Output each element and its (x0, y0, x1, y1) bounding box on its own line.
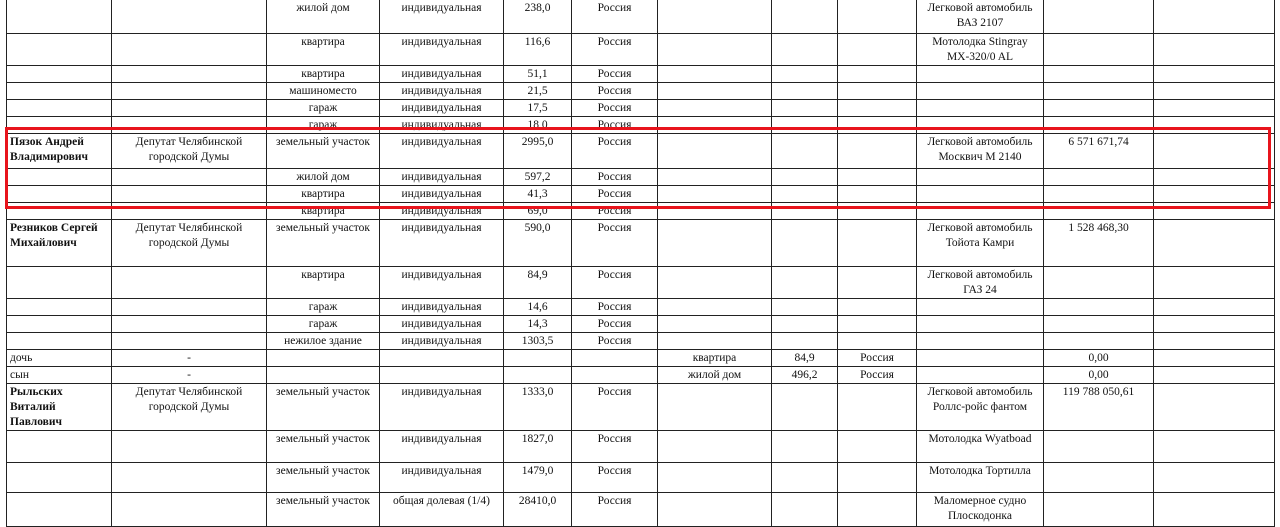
cell-use-area (772, 333, 838, 350)
cell-area: 17,5 (504, 100, 572, 117)
cell-use-property-type (658, 134, 772, 169)
table-row (7, 267, 1275, 299)
cell-position (112, 493, 267, 527)
cell-use-area (772, 169, 838, 186)
cell-vehicles: Мотолодка Stingray MX-320/0 AL (917, 34, 1044, 66)
cell-person-name (7, 203, 112, 220)
cell-property-type: квартира (267, 34, 380, 66)
cell-property-type: жилой дом (267, 0, 380, 34)
cell-ownership-type: индивидуальная (380, 384, 504, 431)
cell-position (112, 333, 267, 350)
cell-use-country (838, 34, 917, 66)
cell-property-type (267, 367, 380, 384)
cell-sources (1154, 316, 1275, 333)
cell-property-type: машиноместо (267, 83, 380, 100)
cell-country: Россия (572, 186, 658, 203)
cell-use-area (772, 83, 838, 100)
cell-person-name (7, 493, 112, 527)
cell-area: 1827,0 (504, 431, 572, 463)
cell-property-type: квартира (267, 267, 380, 299)
cell-use-country (838, 299, 917, 316)
cell-position (112, 267, 267, 299)
cell-income (1044, 431, 1154, 463)
cell-property-type: земельный участок (267, 220, 380, 267)
cell-use-property-type (658, 220, 772, 267)
cell-property-type: земельный участок (267, 431, 380, 463)
cell-position (112, 83, 267, 100)
cell-use-area (772, 34, 838, 66)
cell-sources (1154, 34, 1275, 66)
cell-sources (1154, 66, 1275, 83)
cell-income (1044, 66, 1154, 83)
cell-vehicles (917, 333, 1044, 350)
cell-vehicles: Мотолодка Wyatboad (917, 431, 1044, 463)
cell-use-area (772, 186, 838, 203)
cell-ownership-type: индивидуальная (380, 117, 504, 134)
cell-vehicles: Легковой автомобиль Роллс-ройс фантом (917, 384, 1044, 431)
cell-person-name (7, 463, 112, 493)
cell-person-name (7, 186, 112, 203)
cell-ownership-type: индивидуальная (380, 299, 504, 316)
cell-income (1044, 186, 1154, 203)
cell-area (504, 350, 572, 367)
cell-income (1044, 117, 1154, 134)
table-row (7, 83, 1275, 100)
cell-country: Россия (572, 203, 658, 220)
cell-country: Россия (572, 100, 658, 117)
table-row (7, 100, 1275, 117)
cell-area: 2995,0 (504, 134, 572, 169)
cell-area: 14,6 (504, 299, 572, 316)
cell-vehicles (917, 203, 1044, 220)
cell-position (112, 0, 267, 34)
table-row (7, 66, 1275, 83)
cell-vehicles (917, 367, 1044, 384)
cell-use-country (838, 66, 917, 83)
cell-position: Депутат Челябинской городской Думы (112, 220, 267, 267)
cell-country: Россия (572, 169, 658, 186)
cell-country: Россия (572, 493, 658, 527)
cell-person-name: Резников Сергей Михайлович (7, 220, 112, 267)
cell-vehicles (917, 83, 1044, 100)
cell-ownership-type: индивидуальная (380, 316, 504, 333)
cell-vehicles (917, 66, 1044, 83)
cell-person-name (7, 100, 112, 117)
table-row (7, 0, 1275, 34)
cell-sources (1154, 350, 1275, 367)
cell-use-country (838, 100, 917, 117)
cell-ownership-type: индивидуальная (380, 34, 504, 66)
cell-use-area (772, 267, 838, 299)
cell-sources (1154, 463, 1275, 493)
cell-property-type: земельный участок (267, 134, 380, 169)
cell-vehicles: Легковой автомобиль ГАЗ 24 (917, 267, 1044, 299)
cell-income: 119 788 050,61 (1044, 384, 1154, 431)
cell-vehicles: Маломерное судно Плоскодонка (917, 493, 1044, 527)
cell-use-country (838, 493, 917, 527)
cell-ownership-type (380, 367, 504, 384)
cell-position (112, 100, 267, 117)
cell-use-property-type (658, 66, 772, 83)
cell-sources (1154, 169, 1275, 186)
cell-area: 28410,0 (504, 493, 572, 527)
cell-ownership-type: индивидуальная (380, 267, 504, 299)
cell-use-property-type (658, 463, 772, 493)
table-row (7, 134, 1275, 169)
cell-use-area: 496,2 (772, 367, 838, 384)
cell-position (112, 117, 267, 134)
cell-sources (1154, 186, 1275, 203)
cell-country: Россия (572, 316, 658, 333)
table-row (7, 431, 1275, 463)
cell-use-property-type (658, 384, 772, 431)
cell-property-type: земельный участок (267, 463, 380, 493)
cell-use-property-type (658, 34, 772, 66)
table-row (7, 299, 1275, 316)
cell-country: Россия (572, 0, 658, 34)
cell-ownership-type: индивидуальная (380, 333, 504, 350)
cell-use-country (838, 134, 917, 169)
cell-sources (1154, 203, 1275, 220)
cell-income (1044, 203, 1154, 220)
cell-use-property-type (658, 299, 772, 316)
cell-ownership-type: индивидуальная (380, 83, 504, 100)
cell-ownership-type: индивидуальная (380, 463, 504, 493)
cell-area: 69,0 (504, 203, 572, 220)
cell-use-area (772, 134, 838, 169)
cell-use-property-type (658, 431, 772, 463)
cell-country: Россия (572, 384, 658, 431)
cell-income (1044, 267, 1154, 299)
cell-use-property-type (658, 117, 772, 134)
cell-person-name: Пязок Андрей Владимирович (7, 134, 112, 169)
cell-income (1044, 0, 1154, 34)
cell-income (1044, 493, 1154, 527)
declaration-table (6, 0, 1275, 527)
cell-income (1044, 333, 1154, 350)
cell-person-name (7, 117, 112, 134)
cell-use-property-type (658, 100, 772, 117)
cell-sources (1154, 431, 1275, 463)
cell-vehicles (917, 100, 1044, 117)
cell-use-country: Россия (838, 350, 917, 367)
declaration-table-body (7, 0, 1275, 527)
cell-use-country (838, 333, 917, 350)
cell-income (1044, 83, 1154, 100)
cell-use-area (772, 384, 838, 431)
cell-use-property-type (658, 316, 772, 333)
table-row (7, 203, 1275, 220)
cell-area: 84,9 (504, 267, 572, 299)
cell-area: 18,0 (504, 117, 572, 134)
cell-area: 21,5 (504, 83, 572, 100)
cell-person-name (7, 333, 112, 350)
cell-ownership-type: индивидуальная (380, 220, 504, 267)
cell-use-property-type (658, 493, 772, 527)
table-row (7, 117, 1275, 134)
table-row (7, 463, 1275, 493)
cell-country: Россия (572, 333, 658, 350)
cell-income (1044, 34, 1154, 66)
cell-vehicles (917, 350, 1044, 367)
cell-country: Россия (572, 220, 658, 267)
cell-use-country (838, 316, 917, 333)
cell-income (1044, 463, 1154, 493)
cell-property-type: гараж (267, 316, 380, 333)
cell-use-property-type (658, 203, 772, 220)
cell-vehicles (917, 186, 1044, 203)
cell-vehicles: Легковой автомобиль Москвич М 2140 (917, 134, 1044, 169)
cell-use-property-type (658, 0, 772, 34)
cell-income: 6 571 671,74 (1044, 134, 1154, 169)
cell-vehicles (917, 117, 1044, 134)
cell-country (572, 350, 658, 367)
cell-sources (1154, 493, 1275, 527)
cell-position (112, 316, 267, 333)
cell-property-type: квартира (267, 66, 380, 83)
cell-ownership-type: общая долевая (1/4) (380, 493, 504, 527)
cell-sources (1154, 333, 1275, 350)
cell-sources (1154, 267, 1275, 299)
cell-person-name (7, 83, 112, 100)
cell-property-type: гараж (267, 299, 380, 316)
cell-country: Россия (572, 134, 658, 169)
cell-person-name (7, 299, 112, 316)
cell-person-name: дочь (7, 350, 112, 367)
cell-use-area (772, 431, 838, 463)
cell-country: Россия (572, 431, 658, 463)
cell-use-country (838, 203, 917, 220)
cell-vehicles: Легковой автомобиль ВАЗ 2107 (917, 0, 1044, 34)
cell-vehicles: Легковой автомобиль Тойота Камри (917, 220, 1044, 267)
cell-property-type: земельный участок (267, 384, 380, 431)
cell-ownership-type: индивидуальная (380, 66, 504, 83)
cell-ownership-type: индивидуальная (380, 431, 504, 463)
cell-use-area (772, 463, 838, 493)
cell-area: 1333,0 (504, 384, 572, 431)
cell-person-name (7, 0, 112, 34)
cell-use-property-type (658, 169, 772, 186)
cell-income (1044, 100, 1154, 117)
cell-use-property-type (658, 333, 772, 350)
cell-vehicles (917, 169, 1044, 186)
table-row (7, 169, 1275, 186)
cell-use-area (772, 0, 838, 34)
cell-country: Россия (572, 299, 658, 316)
cell-ownership-type: индивидуальная (380, 186, 504, 203)
cell-position: Депутат Челябинской городской Думы (112, 134, 267, 169)
cell-position: - (112, 350, 267, 367)
cell-person-name: сын (7, 367, 112, 384)
cell-ownership-type: индивидуальная (380, 169, 504, 186)
cell-use-area (772, 100, 838, 117)
cell-position (112, 66, 267, 83)
cell-area: 1479,0 (504, 463, 572, 493)
cell-area: 1303,5 (504, 333, 572, 350)
cell-person-name (7, 66, 112, 83)
cell-area: 238,0 (504, 0, 572, 34)
cell-country: Россия (572, 117, 658, 134)
cell-income: 0,00 (1044, 350, 1154, 367)
cell-use-area: 84,9 (772, 350, 838, 367)
cell-sources (1154, 220, 1275, 267)
cell-position: - (112, 367, 267, 384)
cell-use-country (838, 431, 917, 463)
cell-use-property-type (658, 267, 772, 299)
cell-area: 51,1 (504, 66, 572, 83)
cell-sources (1154, 0, 1275, 34)
cell-use-property-type: квартира (658, 350, 772, 367)
cell-position: Депутат Челябинской городской Думы (112, 384, 267, 431)
cell-use-area (772, 299, 838, 316)
cell-sources (1154, 83, 1275, 100)
cell-property-type: гараж (267, 100, 380, 117)
cell-ownership-type: индивидуальная (380, 134, 504, 169)
cell-country (572, 367, 658, 384)
cell-position (112, 431, 267, 463)
cell-use-country (838, 384, 917, 431)
cell-use-area (772, 203, 838, 220)
cell-position (112, 463, 267, 493)
table-row (7, 367, 1275, 384)
cell-area (504, 367, 572, 384)
cell-property-type: гараж (267, 117, 380, 134)
table-row (7, 333, 1275, 350)
cell-ownership-type (380, 350, 504, 367)
cell-use-area (772, 117, 838, 134)
cell-property-type: нежилое здание (267, 333, 380, 350)
cell-use-country (838, 220, 917, 267)
cell-person-name (7, 431, 112, 463)
cell-area: 590,0 (504, 220, 572, 267)
cell-income: 1 528 468,30 (1044, 220, 1154, 267)
cell-area: 41,3 (504, 186, 572, 203)
cell-use-country (838, 0, 917, 34)
cell-country: Россия (572, 34, 658, 66)
cell-ownership-type: индивидуальная (380, 0, 504, 34)
cell-area: 597,2 (504, 169, 572, 186)
cell-person-name (7, 169, 112, 186)
cell-country: Россия (572, 66, 658, 83)
cell-property-type: жилой дом (267, 169, 380, 186)
cell-sources (1154, 367, 1275, 384)
cell-use-area (772, 493, 838, 527)
cell-use-country (838, 463, 917, 493)
cell-country: Россия (572, 463, 658, 493)
cell-person-name (7, 267, 112, 299)
cell-income (1044, 169, 1154, 186)
cell-country: Россия (572, 267, 658, 299)
cell-position (112, 299, 267, 316)
table-row (7, 316, 1275, 333)
table-row (7, 350, 1275, 367)
cell-property-type (267, 350, 380, 367)
cell-person-name (7, 316, 112, 333)
cell-position (112, 203, 267, 220)
cell-income (1044, 316, 1154, 333)
cell-income: 0,00 (1044, 367, 1154, 384)
cell-income (1044, 299, 1154, 316)
cell-use-property-type: жилой дом (658, 367, 772, 384)
cell-use-property-type (658, 186, 772, 203)
cell-area: 116,6 (504, 34, 572, 66)
cell-area: 14,3 (504, 316, 572, 333)
cell-person-name: Рыльских Виталий Павлович (7, 384, 112, 431)
cell-position (112, 186, 267, 203)
table-row (7, 384, 1275, 431)
cell-property-type: квартира (267, 186, 380, 203)
cell-use-country (838, 117, 917, 134)
cell-use-area (772, 316, 838, 333)
cell-sources (1154, 100, 1275, 117)
cell-person-name (7, 34, 112, 66)
table-row (7, 220, 1275, 267)
cell-vehicles (917, 316, 1044, 333)
cell-use-country (838, 169, 917, 186)
cell-use-country (838, 267, 917, 299)
cell-position (112, 34, 267, 66)
cell-sources (1154, 117, 1275, 134)
cell-ownership-type: индивидуальная (380, 203, 504, 220)
cell-property-type: земельный участок (267, 493, 380, 527)
cell-position (112, 169, 267, 186)
cell-use-country: Россия (838, 367, 917, 384)
cell-use-country (838, 83, 917, 100)
cell-use-country (838, 186, 917, 203)
cell-use-area (772, 220, 838, 267)
table-row (7, 186, 1275, 203)
cell-vehicles (917, 299, 1044, 316)
table-row (7, 34, 1275, 66)
cell-sources (1154, 134, 1275, 169)
cell-vehicles: Мотолодка Тортилла (917, 463, 1044, 493)
cell-use-area (772, 66, 838, 83)
cell-country: Россия (572, 83, 658, 100)
cell-use-property-type (658, 83, 772, 100)
cell-sources (1154, 299, 1275, 316)
cell-property-type: квартира (267, 203, 380, 220)
cell-sources (1154, 384, 1275, 431)
table-row (7, 493, 1275, 527)
cell-ownership-type: индивидуальная (380, 100, 504, 117)
